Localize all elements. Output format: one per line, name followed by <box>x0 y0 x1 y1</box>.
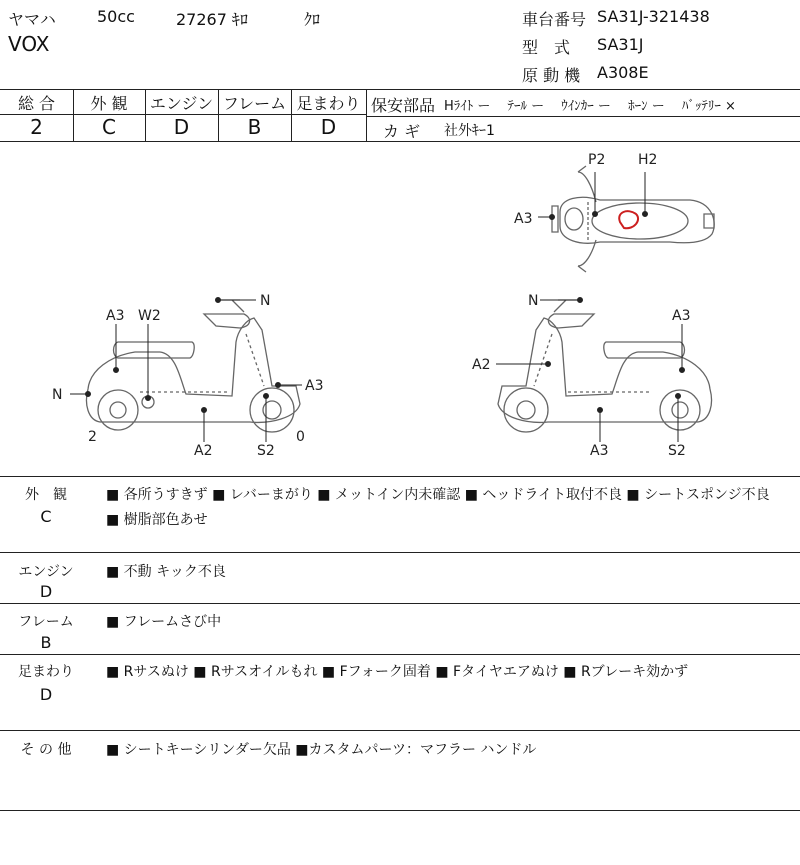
divider <box>366 116 800 117</box>
frame-grade-label: フレーム <box>222 94 287 113</box>
safety-parts-items: Hﾗｲﾄ ー ﾃｰﾙ ー ｳｲﾝｶｰ ー ﾎｰﾝ ー ﾊﾞｯﾃﾘｰ × <box>444 99 736 114</box>
displacement: 50cc <box>97 7 135 26</box>
divider <box>0 89 800 90</box>
label-right-n: N <box>528 293 539 309</box>
damage-diagram <box>0 142 800 476</box>
label-left-n: N <box>52 387 63 403</box>
label-left-0: 0 <box>296 429 305 445</box>
top-view-scooter <box>552 166 714 272</box>
label-right-a2: A2 <box>472 357 491 373</box>
type-value: SA31J <box>597 35 644 54</box>
label-top-p2: P2 <box>588 152 606 168</box>
color: ｸﾛ <box>304 10 321 29</box>
exterior-grade-value: C <box>102 115 116 139</box>
suspension-grade-value: D <box>320 115 337 139</box>
frame-grade-value: B <box>247 115 262 139</box>
divider <box>0 654 800 655</box>
safety-parts-title: 保安部品 <box>371 96 436 115</box>
overall-grade-label: 総 合 <box>17 94 56 113</box>
label-top-a3: A3 <box>514 211 533 227</box>
key-value: 社外ｷｰ1 <box>444 123 495 139</box>
remark-grade: D <box>39 582 53 601</box>
suspension-grade-label: 足まわり <box>296 94 361 113</box>
label-right-a3: A3 <box>672 308 691 324</box>
remark-label: フレーム <box>18 614 74 630</box>
divider <box>366 89 367 141</box>
divider <box>0 603 800 604</box>
remark-text: ■ フレームさび中 <box>106 614 222 630</box>
label-left-a3: A3 <box>106 308 125 324</box>
label-left-2: 2 <box>88 429 97 445</box>
remark-text: ■ 各所うすきず ■ レバーまがり ■ メットイン内未確認 ■ ヘッドライト取付不良 ■ シートスポンジ不良 <box>106 487 770 503</box>
divider <box>0 476 800 477</box>
label-left-w2: W2 <box>138 308 161 324</box>
engine-grade-label: エンジン <box>149 94 214 113</box>
maker: ヤマハ <box>8 10 56 29</box>
remark-text: ■ 樹脂部色あせ <box>106 512 208 528</box>
label-right-a3-bottom: A3 <box>590 443 609 459</box>
remark-label: 外 観 <box>25 487 67 503</box>
divider <box>0 810 800 811</box>
remark-text: ■ シートキーシリンダー欠品 ■カスタムパーツ：マフラー ハンドル <box>106 742 537 758</box>
remark-text: ■ Rサスぬけ ■ Rサスオイルもれ ■ Fフォーク固着 ■ Fタイヤエアぬけ ■ Rブレーキ効かず <box>106 664 689 680</box>
label-right-s2: S2 <box>668 443 686 459</box>
label-left-a3-right: A3 <box>305 378 324 394</box>
chassis-label: 車台番号 <box>522 10 587 29</box>
divider <box>0 730 800 731</box>
engine-value: A308E <box>597 63 649 82</box>
remark-label: エンジン <box>18 564 74 580</box>
remark-label: 足まわり <box>18 664 74 680</box>
damage-mark-icon <box>619 211 638 228</box>
label-left-s2: S2 <box>257 443 275 459</box>
remark-grade: C <box>40 507 52 526</box>
engine-label: 原 動 機 <box>522 66 581 85</box>
exterior-grade-label: 外 観 <box>90 94 128 113</box>
divider <box>0 552 800 553</box>
remark-text: ■ 不動 キック不良 <box>106 564 226 580</box>
label-left-a2: A2 <box>194 443 213 459</box>
model-name: VOX <box>8 32 50 56</box>
mileage: 27267 ｷﾛ <box>176 10 248 29</box>
engine-grade-value: D <box>173 115 190 139</box>
remark-grade: D <box>39 685 53 704</box>
type-label: 型 式 <box>522 38 571 57</box>
chassis-value: SA31J-321438 <box>597 7 710 26</box>
remark-grade: B <box>40 633 52 652</box>
label-top-h2: H2 <box>638 152 658 168</box>
label-left-n-top: N <box>260 293 271 309</box>
remark-label: そ の 他 <box>20 742 72 758</box>
overall-grade-value: 2 <box>30 115 43 139</box>
key-label: カ ギ <box>383 122 421 141</box>
